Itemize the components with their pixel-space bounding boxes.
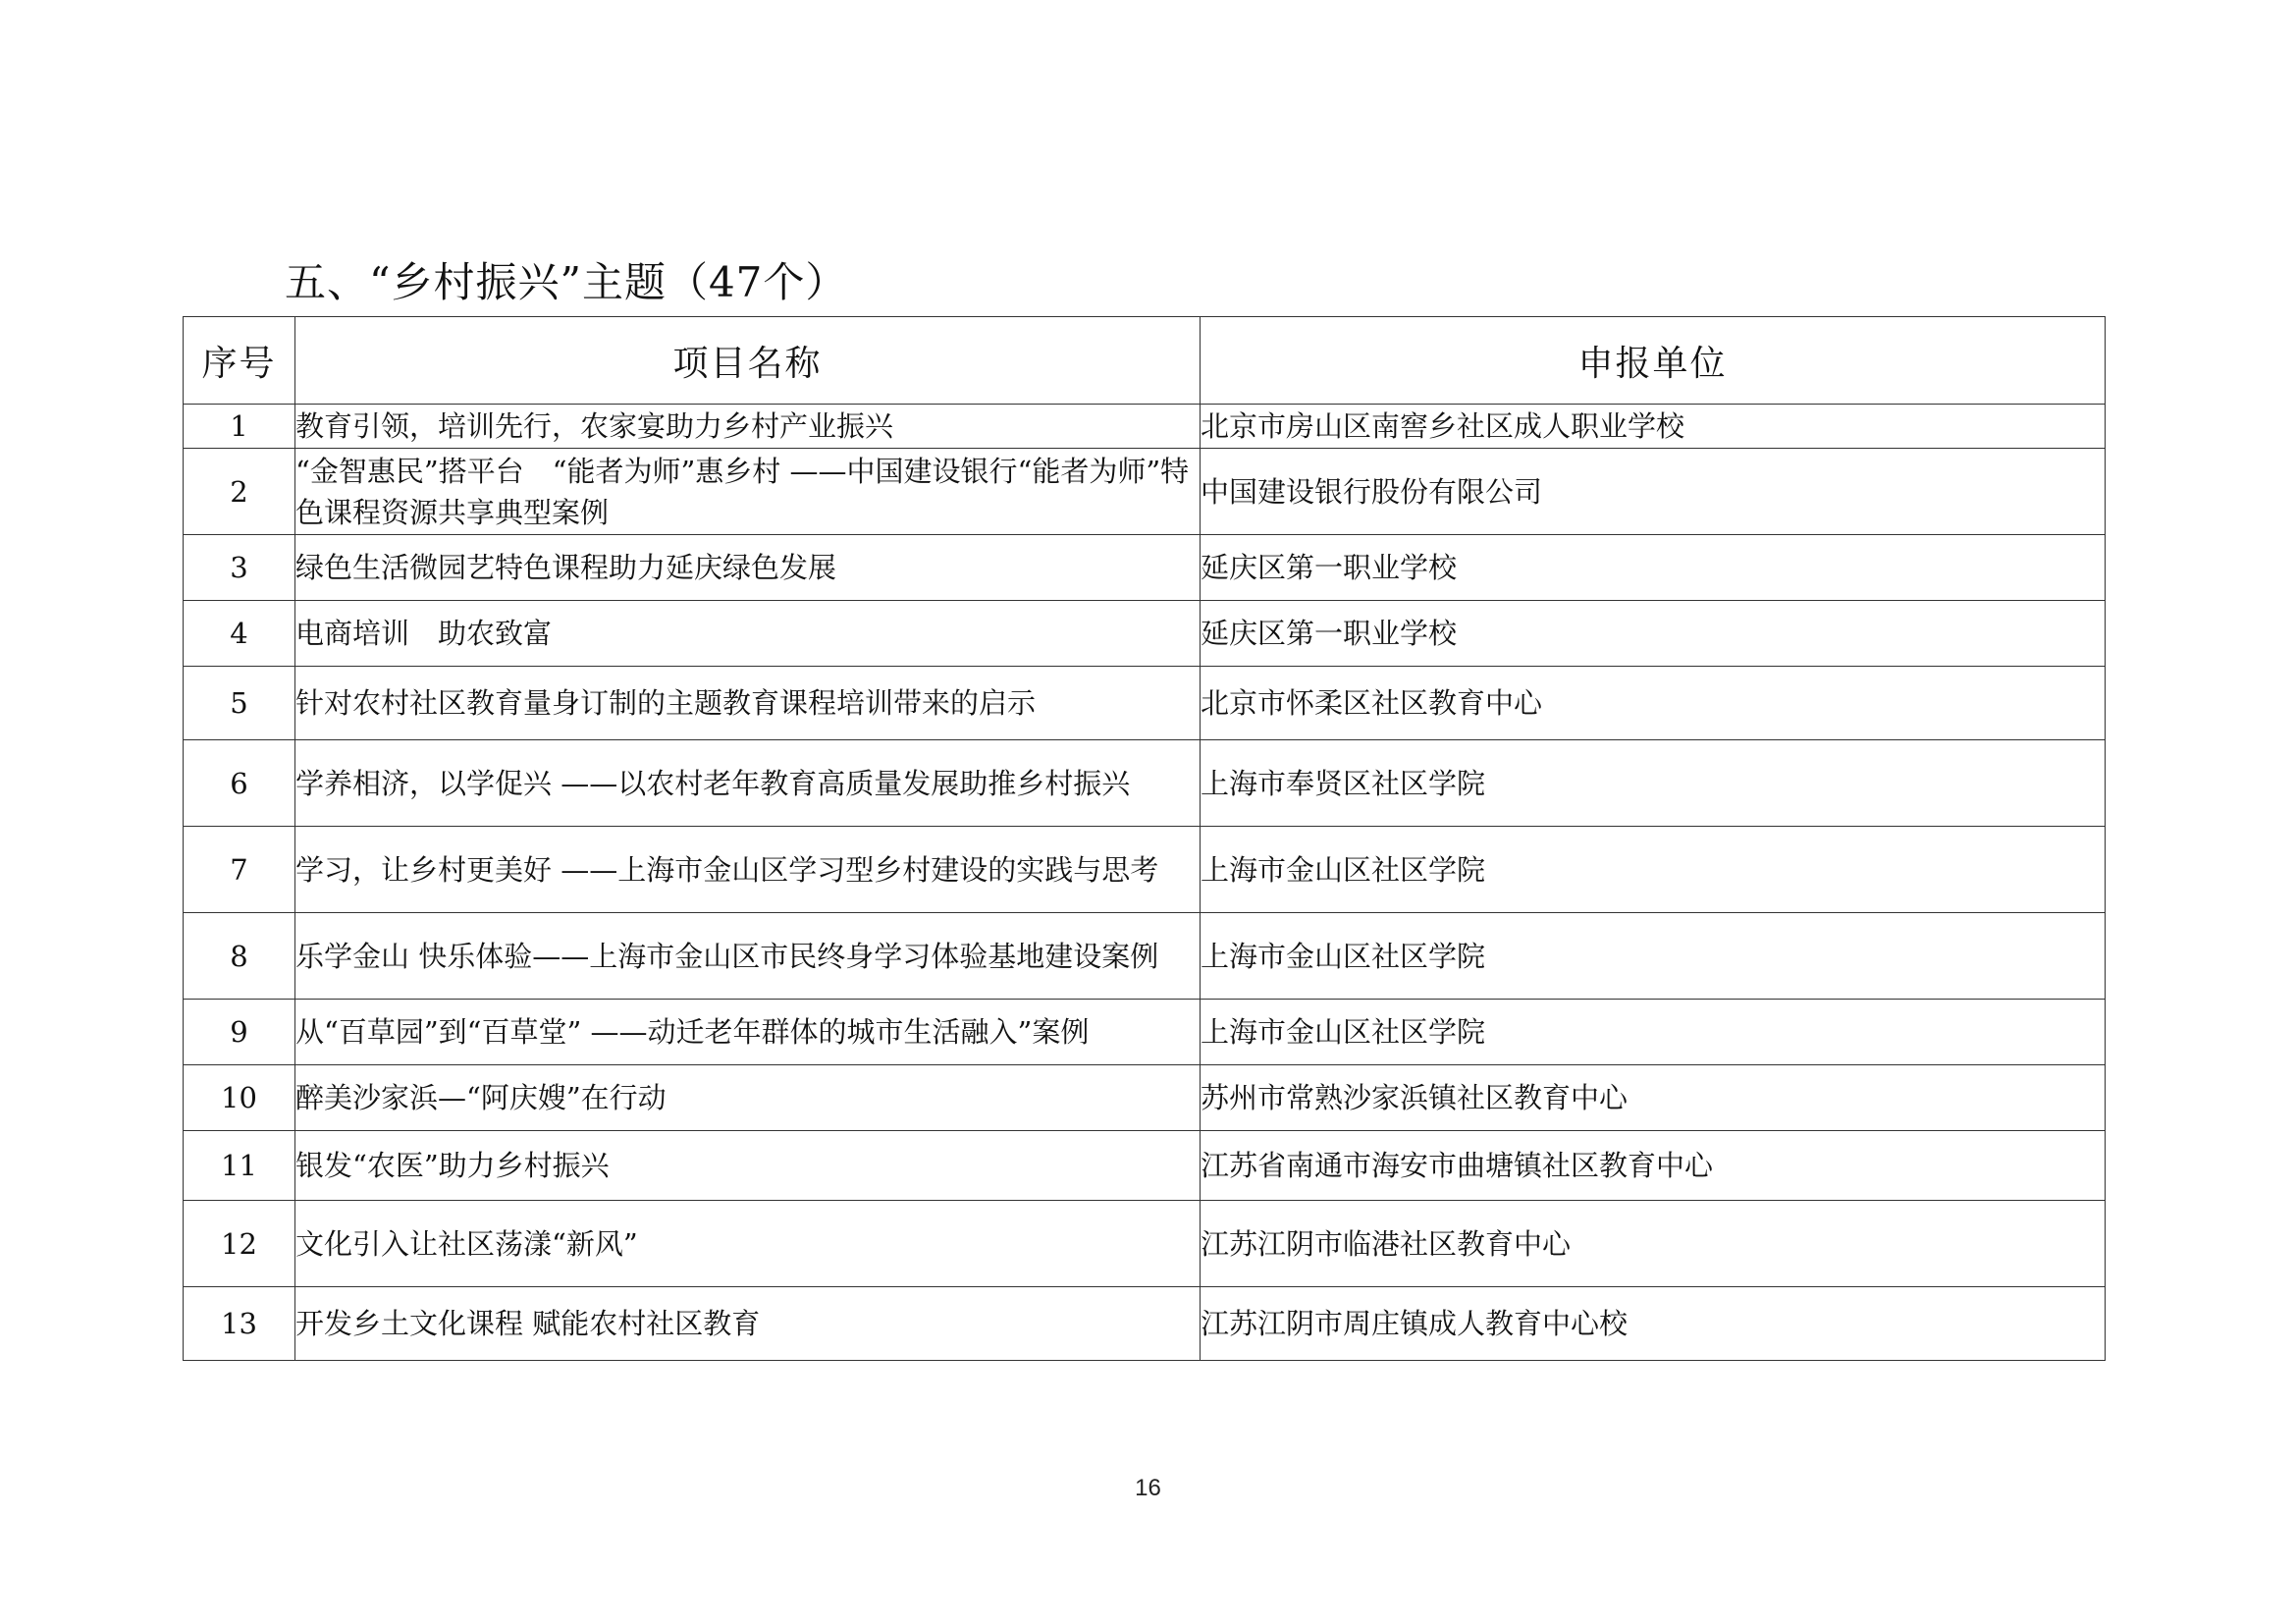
row-project-name-cell: 开发乡土文化课程 赋能农村社区教育	[295, 1287, 1201, 1361]
row-seq-cell: 1	[184, 405, 295, 449]
row-seq-cell: 5	[184, 667, 295, 740]
row-project-name-cell: 银发“农医”助力乡村振兴	[295, 1131, 1201, 1201]
row-project-name-cell: “金智惠民”搭平台 “能者为师”惠乡村 ——中国建设银行“能者为师”特色课程资源共享典型案例	[295, 449, 1201, 535]
table-row	[184, 601, 2106, 667]
row-seq-cell: 2	[184, 449, 295, 535]
row-seq-cell: 6	[184, 740, 295, 827]
table-row	[184, 449, 2106, 535]
row-seq-cell: 9	[184, 1000, 295, 1065]
projects-table	[183, 316, 2106, 1361]
header-project-name: 项目名称	[295, 317, 1201, 405]
row-seq-cell: 3	[184, 535, 295, 601]
row-applicant-unit-cell: 江苏江阴市周庄镇成人教育中心校	[1201, 1287, 2106, 1361]
row-seq-cell: 10	[184, 1065, 295, 1131]
row-seq-cell: 8	[184, 913, 295, 1000]
header-seq: 序号	[184, 317, 295, 405]
section-title: 五、“乡村振兴”主题（47个）	[285, 258, 848, 306]
table-body	[184, 405, 2106, 1361]
row-applicant-unit-cell: 北京市房山区南窖乡社区成人职业学校	[1201, 405, 2106, 449]
page-number: 16	[1135, 1475, 1161, 1501]
row-seq-cell: 11	[184, 1131, 295, 1201]
row-applicant-unit-cell: 上海市奉贤区社区学院	[1201, 740, 2106, 827]
table-header-row	[184, 317, 2106, 405]
row-seq-cell: 7	[184, 827, 295, 913]
table-row	[184, 667, 2106, 740]
row-project-name-cell: 从“百草园”到“百草堂” ——动迁老年群体的城市生活融入”案例	[295, 1000, 1201, 1065]
row-seq-cell: 13	[184, 1287, 295, 1361]
table-row	[184, 535, 2106, 601]
table-row	[184, 1131, 2106, 1201]
table-row	[184, 740, 2106, 827]
row-applicant-unit-cell: 上海市金山区社区学院	[1201, 1000, 2106, 1065]
row-project-name-cell: 学习，让乡村更美好 ——上海市金山区学习型乡村建设的实践与思考	[295, 827, 1201, 913]
row-project-name-cell: 绿色生活微园艺特色课程助力延庆绿色发展	[295, 535, 1201, 601]
row-applicant-unit-cell: 上海市金山区社区学院	[1201, 827, 2106, 913]
table-row	[184, 1201, 2106, 1287]
table-row	[184, 827, 2106, 913]
table-row	[184, 1065, 2106, 1131]
row-seq-cell: 4	[184, 601, 295, 667]
table-row	[184, 405, 2106, 449]
row-project-name-cell: 文化引入让社区荡漾“新风”	[295, 1201, 1201, 1287]
row-project-name-cell: 教育引领，培训先行，农家宴助力乡村产业振兴	[295, 405, 1201, 449]
row-applicant-unit-cell: 北京市怀柔区社区教育中心	[1201, 667, 2106, 740]
row-applicant-unit-cell: 苏州市常熟沙家浜镇社区教育中心	[1201, 1065, 2106, 1131]
row-applicant-unit-cell: 上海市金山区社区学院	[1201, 913, 2106, 1000]
row-applicant-unit-cell: 中国建设银行股份有限公司	[1201, 449, 2106, 535]
row-project-name-cell: 电商培训 助农致富	[295, 601, 1201, 667]
row-project-name-cell: 醉美沙家浜—“阿庆嫂”在行动	[295, 1065, 1201, 1131]
table-row	[184, 1287, 2106, 1361]
table-row	[184, 1000, 2106, 1065]
row-applicant-unit-cell: 江苏省南通市海安市曲塘镇社区教育中心	[1201, 1131, 2106, 1201]
row-project-name-cell: 学养相济，以学促兴 ——以农村老年教育高质量发展助推乡村振兴	[295, 740, 1201, 827]
row-project-name-cell: 针对农村社区教育量身订制的主题教育课程培训带来的启示	[295, 667, 1201, 740]
row-applicant-unit-cell: 延庆区第一职业学校	[1201, 601, 2106, 667]
table-row	[184, 913, 2106, 1000]
header-applicant-unit: 申报单位	[1201, 317, 2106, 405]
row-applicant-unit-cell: 延庆区第一职业学校	[1201, 535, 2106, 601]
row-project-name-cell: 乐学金山 快乐体验——上海市金山区市民终身学习体验基地建设案例	[295, 913, 1201, 1000]
row-applicant-unit-cell: 江苏江阴市临港社区教育中心	[1201, 1201, 2106, 1287]
row-seq-cell: 12	[184, 1201, 295, 1287]
